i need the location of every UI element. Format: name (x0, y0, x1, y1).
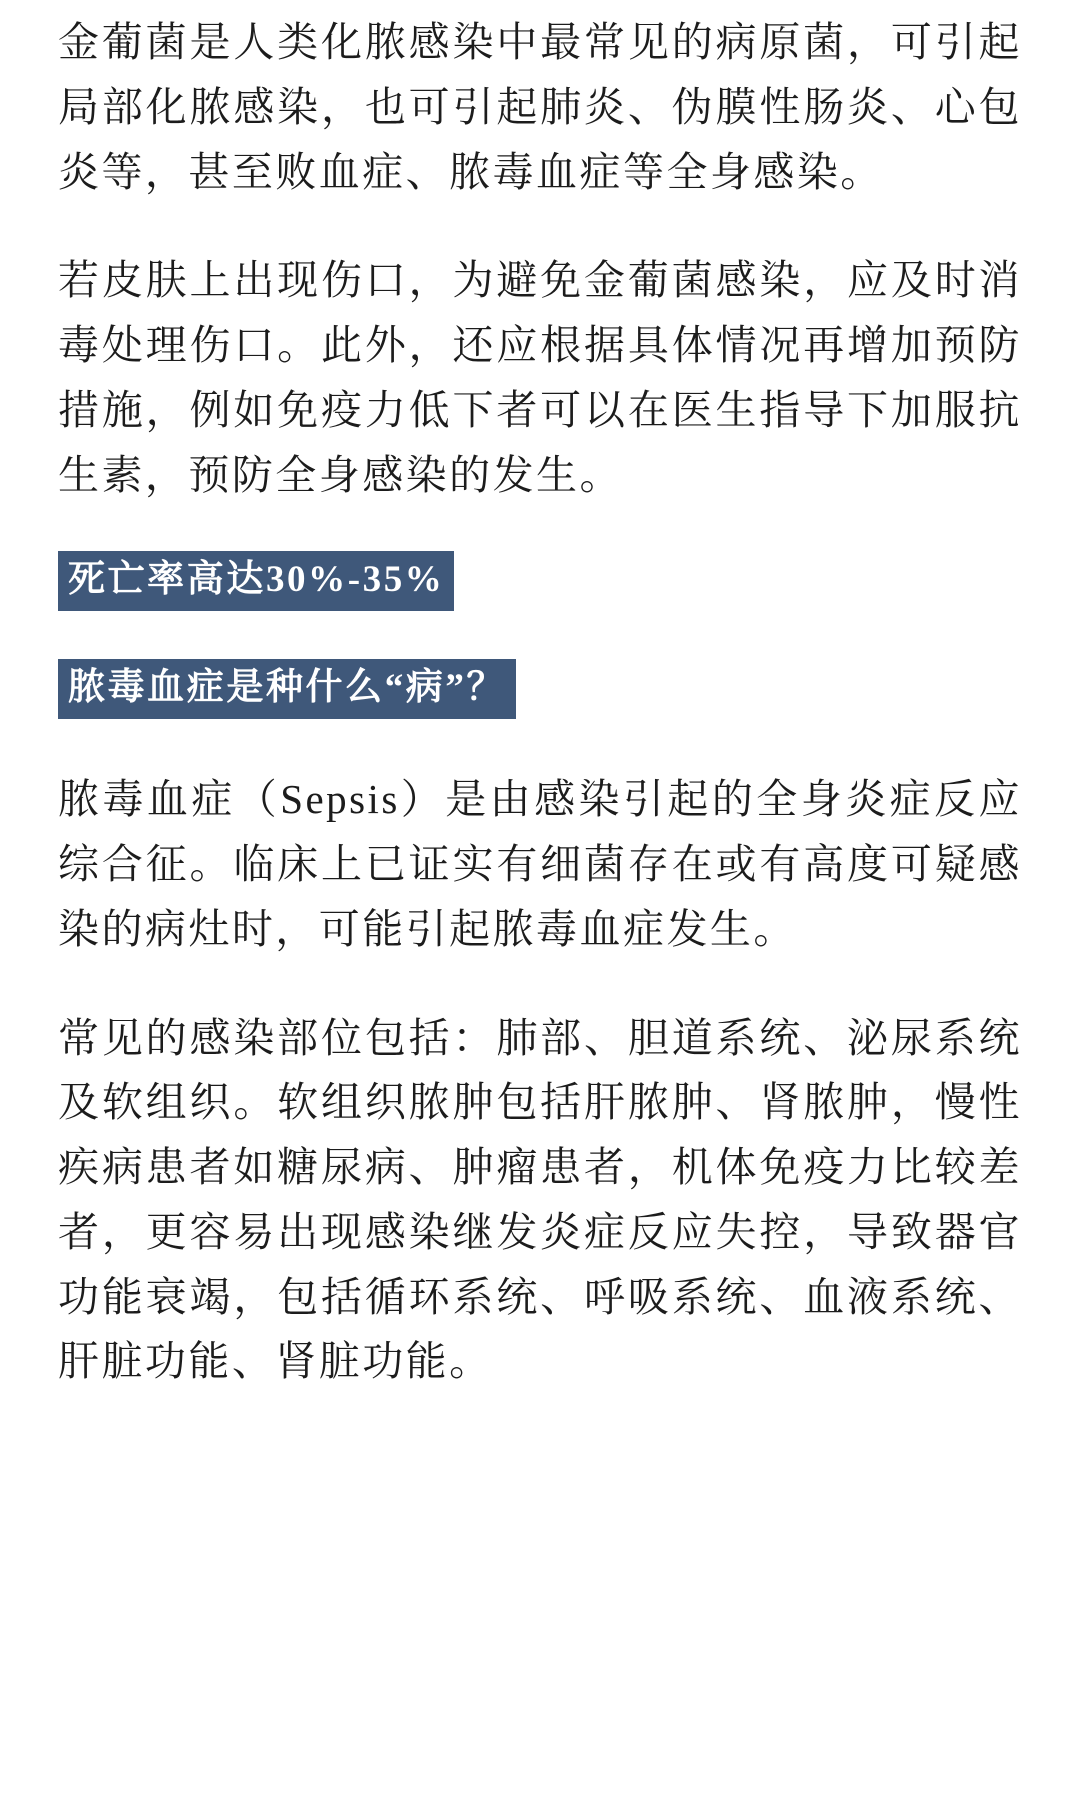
heading-what-is-sepsis: 脓毒血症是种什么“病”？ (58, 659, 516, 719)
paragraph-wound-prevention: 若皮肤上出现伤口，为避免金葡菌感染，应及时消毒处理伤口。此外，还应根据具体情况再增加预防措施，例如免疫力低下者可以在医生指导下加服抗生素，预防全身感染的发生。 (58, 257, 1022, 498)
paragraph-staph-overview: 金葡菌是人类化脓感染中最常见的病原菌，可引起局部化脓感染，也可引起肺炎、伪膜性肠炎、心包炎等，甚至败血症、脓毒血症等全身感染。 (58, 19, 1022, 195)
heading-mortality-rate: 死亡率高达30%-35% (58, 551, 454, 611)
top-spacer (58, 0, 1022, 10)
heading-mortality-rate-wrap (58, 551, 1022, 611)
paragraph-sepsis-definition: 脓毒血症（Sepsis）是由感染引起的全身炎症反应综合征。临床上已证实有细菌存在或有高度可疑感染的病灶时，可能引起脓毒血症发生。 (58, 776, 1022, 952)
heading-what-is-sepsis-wrap (58, 659, 1022, 719)
paragraph-common-infection-sites: 常见的感染部位包括：肺部、胆道系统、泌尿系统及软组织。软组织脓肿包括肝脓肿、肾脓肿，慢性疾病患者如糖尿病、肿瘤患者，机体免疫力比较差者，更容易出现感染继发炎症反应失控，导致器官功能衰竭，包括循环系统、呼吸系统、血液系统、肝脏功能、肾脏功能。 (58, 1014, 1022, 1385)
